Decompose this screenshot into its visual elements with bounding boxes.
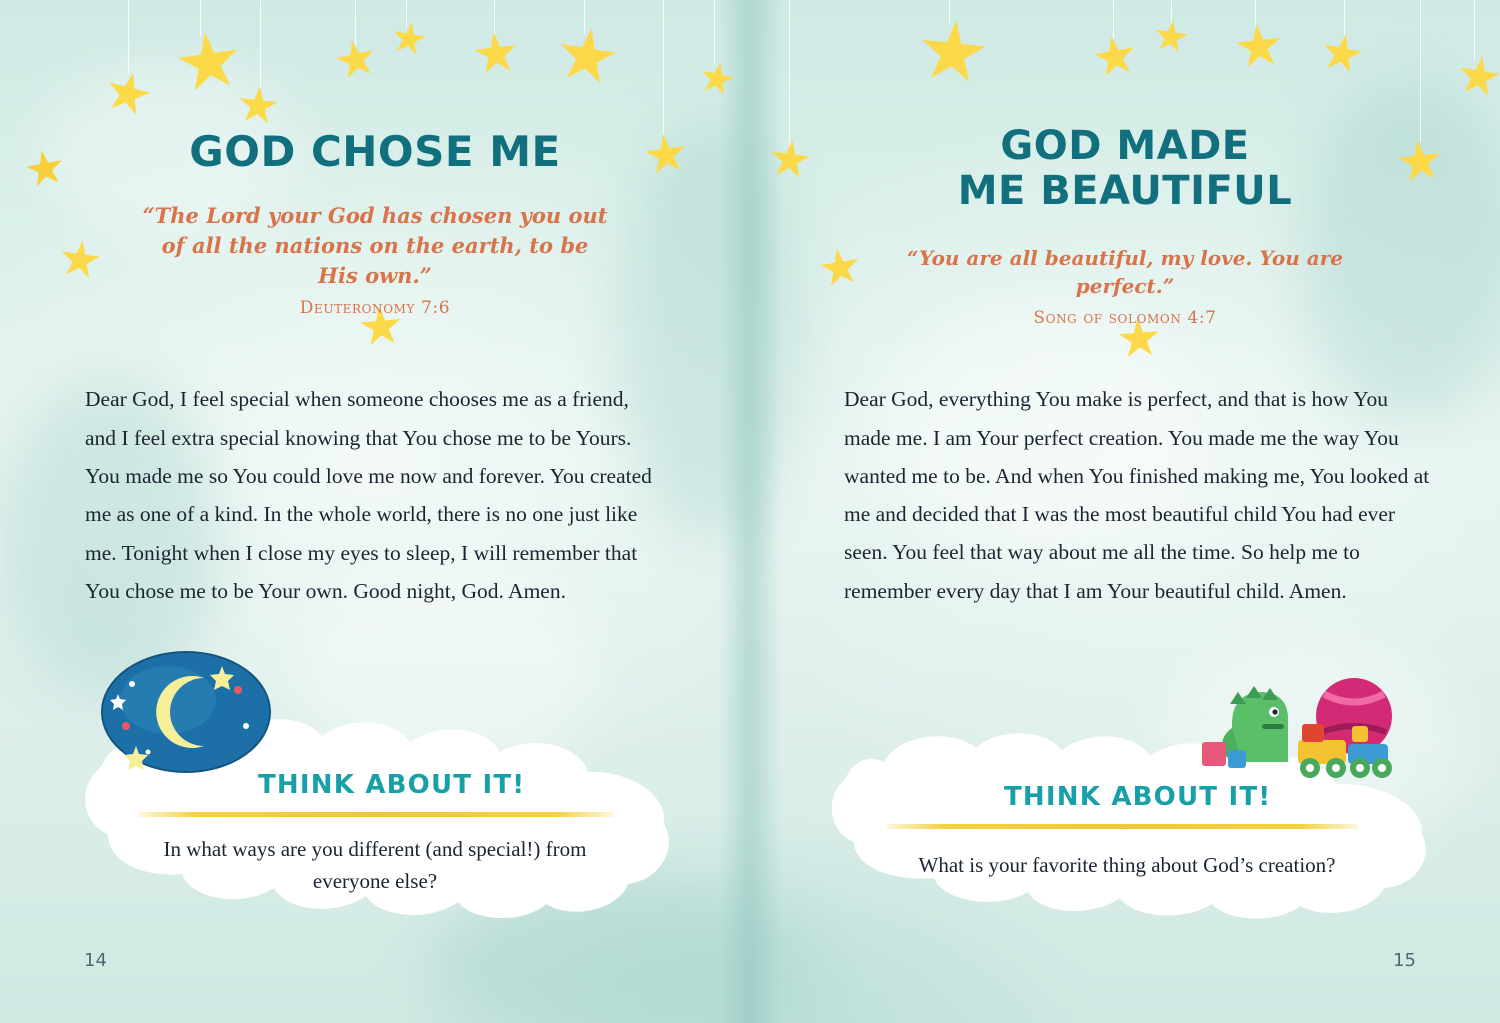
moon-and-stars-icon [96, 650, 256, 770]
prayer-text: Dear God, everything You make is perfect, and that is how You made me. I am Your perfect creation. You made me the way You wanted me to be. And when You finished making me, You looked at me and decided that I was the most beautiful child You had ever seen. You feel that way about me all the time. So help me to remember every day that I am Your beautiful child. Amen. [844, 387, 1430, 603]
page-title: GOD CHOSE ME [189, 127, 561, 176]
prayer-text: Dear God, I feel special when someone chooses me as a friend, and I feel extra special knowing that You chose me to be Yours. You made me so You could love me now and forever. You created me as one of a kind. In the whole world, there is no one just like me. Tonight when I close my eyes to sleep, I will remember that You chose me to be Your own. Good night, God. Amen. [85, 387, 652, 603]
callout-question: In what ways are you different (and special!) from everyone else? [163, 837, 587, 893]
verse-text: “You are all beautiful, my love. You are perfect.” [906, 245, 1343, 298]
callout-underline [886, 824, 1358, 829]
page-number: 15 [1393, 950, 1416, 971]
think-about-it-heading: THINK ABOUT IT! [1004, 782, 1272, 812]
think-about-it-callout [818, 728, 1438, 924]
callout-underline [138, 812, 614, 817]
page-title-line-1: GOD MADE [1000, 123, 1250, 169]
right-page [750, 0, 1500, 1023]
page-number: 14 [84, 950, 107, 971]
verse-text: “The Lord your God has chosen you out of all the nations on the earth, to be His own.” [142, 203, 608, 288]
callout-question: What is your favorite thing about God’s creation? [918, 853, 1336, 877]
verse-reference: Deuteronomy 7:6 [299, 298, 451, 319]
think-about-it-heading: THINK ABOUT IT! [258, 770, 526, 800]
think-about-it-callout [72, 712, 680, 924]
toys-dinosaur-train-icon [1202, 666, 1412, 801]
verse-reference: Song of solomon 4:7 [1033, 308, 1217, 329]
page-title-line-2: ME BEAUTIFUL [957, 167, 1293, 214]
page-title [750, 0, 1500, 214]
